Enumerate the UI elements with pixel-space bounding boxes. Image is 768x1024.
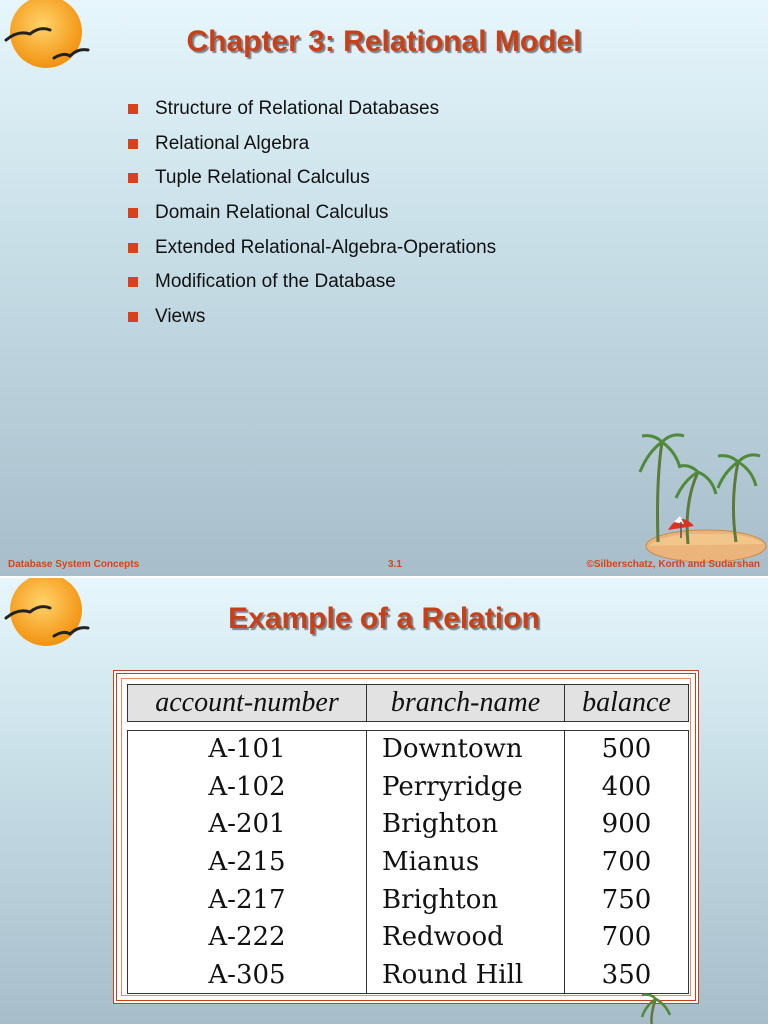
footer-copyright: ©Silberschatz, Korth and Sudarshan: [586, 559, 760, 570]
bullet-square-icon: [128, 208, 138, 218]
table-cell: A-201: [208, 809, 286, 840]
bullet-square-icon: [128, 312, 138, 322]
table-body: [127, 730, 689, 994]
column-header-account-number: account-number: [128, 685, 367, 721]
table-cell: Mianus: [382, 847, 480, 878]
table-cell: 500: [601, 734, 652, 764]
slide-title: Chapter 3: Relational Model: [186, 25, 582, 58]
table-cell: A-305: [208, 960, 286, 991]
column-header-branch-name: branch-name: [367, 685, 565, 721]
table-cell: Perryridge: [382, 771, 523, 802]
bullet-item: Extended Relational-Algebra-Operations: [128, 230, 496, 265]
table-cell: Downtown: [382, 734, 523, 764]
table-cell: 700: [601, 922, 652, 953]
table-cell: Brighton: [382, 809, 499, 840]
relation-table: [113, 670, 699, 1004]
slide-2: [0, 578, 768, 1024]
table-cell: 750: [601, 884, 652, 915]
table-cell: 400: [601, 771, 652, 802]
bullet-item: Relational Algebra: [128, 127, 496, 162]
bullet-square-icon: [128, 243, 138, 253]
bullet-square-icon: [128, 139, 138, 149]
balance-column: [565, 731, 688, 993]
bullet-item: Views: [128, 300, 496, 335]
slide-title: Example of a Relation: [228, 602, 540, 635]
table-cell: A-215: [208, 847, 286, 878]
footer-left: Database System Concepts: [8, 559, 140, 570]
table-cell: 350: [601, 960, 652, 991]
bullet-item: Domain Relational Calculus: [128, 196, 496, 231]
branch-name-column: [367, 731, 565, 993]
table-cell: Round Hill: [382, 960, 524, 991]
table-header-row: [127, 684, 689, 722]
table-cell: 700: [601, 847, 652, 878]
bullet-item: Modification of the Database: [128, 265, 496, 300]
footer-page-number: 3.1: [388, 559, 402, 570]
bullet-item: Tuple Relational Calculus: [128, 161, 496, 196]
bullet-square-icon: [128, 277, 138, 287]
table-cell: Brighton: [382, 884, 499, 915]
column-header-balance: balance: [582, 687, 671, 718]
palm-tree-icon: [630, 993, 690, 1024]
bullet-square-icon: [128, 104, 138, 114]
account-number-column: [128, 731, 367, 993]
palm-island-icon: [618, 422, 768, 572]
table-cell: 900: [601, 809, 652, 840]
table-cell: A-102: [208, 771, 286, 802]
table-cell: A-101: [208, 734, 286, 764]
bullet-square-icon: [128, 173, 138, 183]
table-cell: Redwood: [382, 922, 504, 953]
bullet-item: Structure of Relational Databases: [128, 92, 496, 127]
table-cell: A-222: [208, 922, 286, 953]
bullet-list: [128, 92, 496, 334]
table-cell: A-217: [208, 884, 286, 915]
